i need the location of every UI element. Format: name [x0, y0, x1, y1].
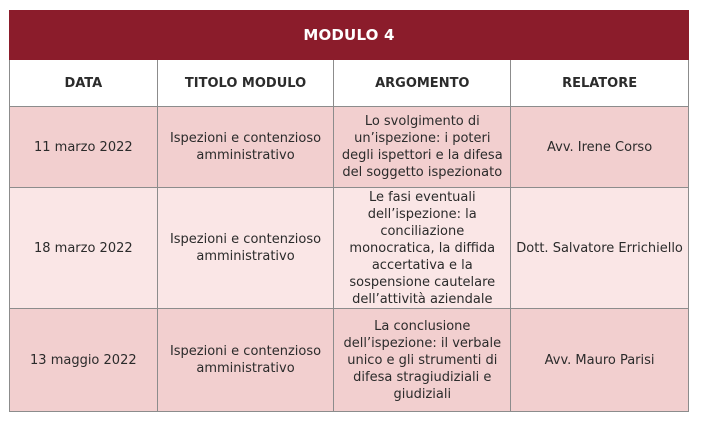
module-schedule-table — [9, 10, 689, 412]
cell-data: 18 marzo 2022 — [10, 188, 158, 309]
column-header-row — [10, 60, 689, 107]
module-title: MODULO 4 — [10, 11, 689, 60]
cell-titolo: Ispezioni e contenzioso amministrativo — [157, 107, 334, 188]
cell-data: 11 marzo 2022 — [10, 107, 158, 188]
cell-titolo: Ispezioni e contenzioso amministrativo — [157, 309, 334, 412]
table-row — [10, 188, 689, 309]
cell-relatore: Avv. Irene Corso — [511, 107, 689, 188]
cell-argomento: Le fasi eventuali dell’ispezione: la conciliazione monocratica, la diffida accertativa e la sospensione cautelare dell’attività aziendale — [334, 188, 511, 309]
header-relatore: RELATORE — [511, 60, 689, 107]
header-data: DATA — [10, 60, 158, 107]
header-titolo-modulo: TITOLO MODULO — [157, 60, 334, 107]
cell-relatore: Dott. Salvatore Errichiello — [511, 188, 689, 309]
cell-argomento: Lo svolgimento di un’ispezione: i poteri degli ispettori e la difesa del soggetto ispezionato — [334, 107, 511, 188]
cell-relatore: Avv. Mauro Parisi — [511, 309, 689, 412]
cell-titolo: Ispezioni e contenzioso amministrativo — [157, 188, 334, 309]
header-argomento: ARGOMENTO — [334, 60, 511, 107]
module-title-row — [10, 11, 689, 60]
cell-data: 13 maggio 2022 — [10, 309, 158, 412]
table-row — [10, 309, 689, 412]
cell-argomento: La conclusione dell’ispezione: il verbale unico e gli strumenti di difesa stragiudiziali e giudiziali — [334, 309, 511, 412]
table-row — [10, 107, 689, 188]
